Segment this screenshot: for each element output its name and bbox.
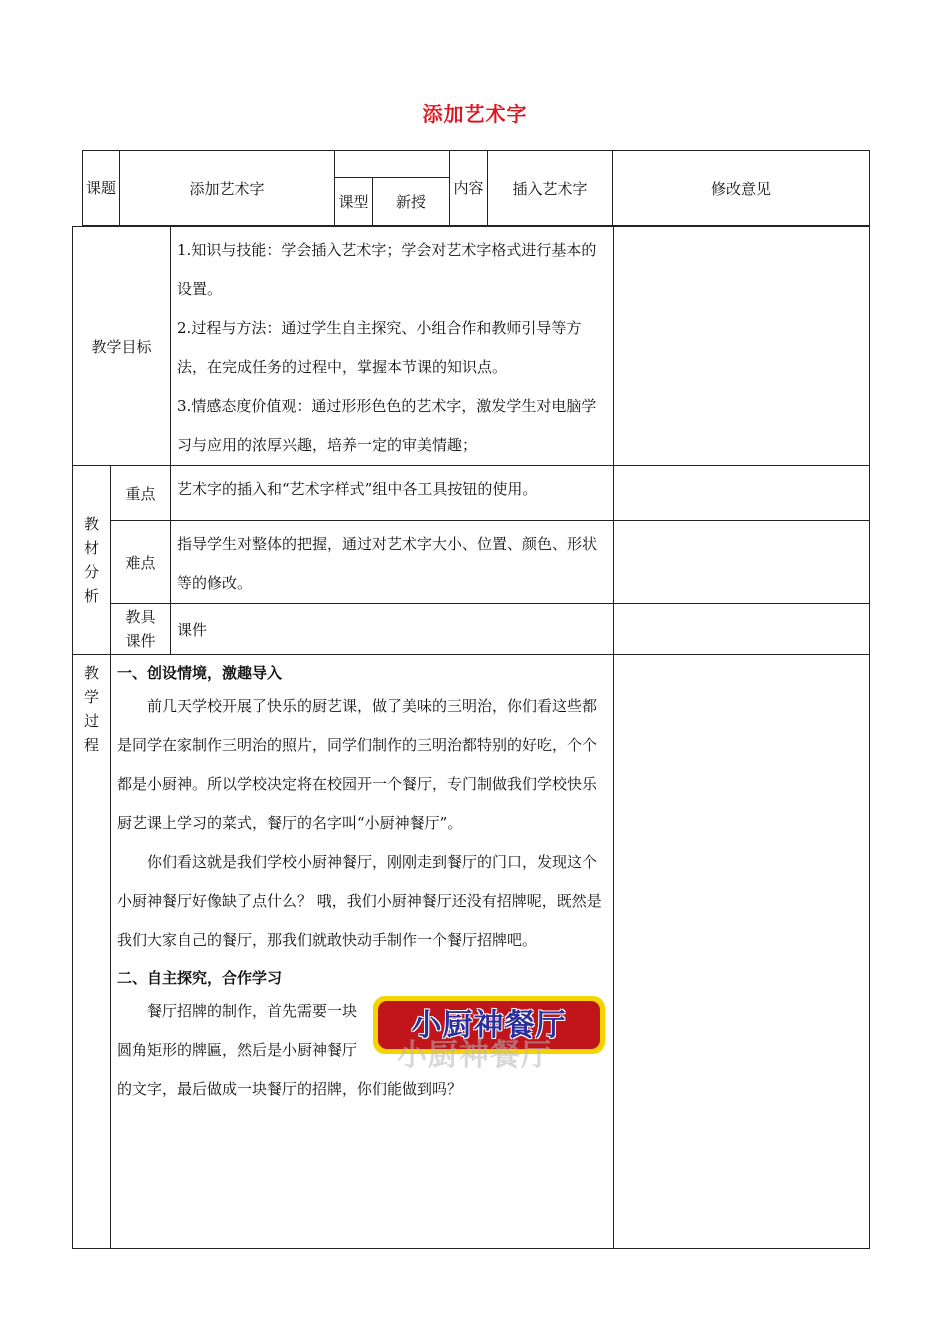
difficulty-revise-cell [614,521,870,604]
paragraph: 前几天学校开展了快乐的厨艺课，做了美味的三明治，你们看这些都是同学在家制作三明治的照片，同学们制作的三明治都特别的好吃，个个都是小厨神。所以学校决定将在校园开一个餐厅，专门制做我们学校快乐厨艺课上学习的菜式，餐厅的名字叫“小厨神餐厅”。 [117,697,598,832]
paragraph: 餐厅招牌的制作，首先需要一块圆角矩形的牌匾，然后是小厨神餐厅的文字，最后做成一块餐厅的招牌，你们能做到吗？ [117,1002,463,1098]
difficulty-text: 指导学生对整体的把握，通过对艺术字大小、位置、颜色、形状等的修改。 [171,521,614,604]
signboard-plate [378,1001,600,1049]
type-label: 课型 [335,178,373,226]
process-content [111,655,614,1249]
paragraph: 你们看这就是我们学校小厨神餐厅，刚刚走到餐厅的门口，发现这个小厨神餐厅好像缺了点什么？ 哦，我们小厨神餐厅还没有招牌呢，既然是我们大家自己的餐厅，那我们就敢快动手制作一个餐厅招牌吧。 [117,853,602,949]
content-label: 内容 [450,151,488,226]
topic-value: 添加艺术字 [120,151,335,226]
goal-item: 1.知识与技能：学会插入艺术字；学会对艺术字格式进行基本的设置。 [177,241,597,298]
process-revise-cell [614,655,870,1249]
analysis-label: 教材分析 [73,466,111,655]
topic-label: 课题 [83,151,120,226]
goals-revise-cell [614,227,870,466]
tools-text: 课件 [171,604,614,655]
goals-label: 教学目标 [73,227,171,466]
revise-label: 修改意见 [613,151,870,226]
section-title: 二、自主探究，合作学习 [117,969,283,987]
difficulty-label: 难点 [111,521,171,604]
header-table [82,150,870,226]
process-label: 教学过程 [73,655,111,1249]
header-blank-cell [335,151,450,178]
tools-revise-cell [614,604,870,655]
section-title: 一、创设情境，激趣导入 [117,664,283,682]
content-value: 插入艺术字 [488,151,613,226]
goals-content [171,227,614,466]
goal-item: 2.过程与方法：通过学生自主探究、小组合作和教师引导等方法，在完成任务的过程中，掌握本节课的知识点。 [177,319,582,376]
signboard-image [373,996,605,1073]
tools-label: 教具课件 [111,604,171,655]
type-value: 新授 [373,178,450,226]
key-label: 重点 [111,466,171,521]
signboard-text: 小厨神餐厅 [411,1007,567,1043]
page-title: 添加艺术字 [422,102,528,126]
key-revise-cell [614,466,870,521]
goal-item: 3.情感态度价值观：通过形形色色的艺术字，激发学生对电脑学习与应用的浓厚兴趣，培养一定的审美情趣； [177,397,597,454]
signboard-reflection: 小厨神餐厅 [397,1038,553,1073]
key-text: 艺术字的插入和“艺术字样式”组中各工具按钮的使用。 [171,466,614,521]
lesson-table [72,226,870,1249]
